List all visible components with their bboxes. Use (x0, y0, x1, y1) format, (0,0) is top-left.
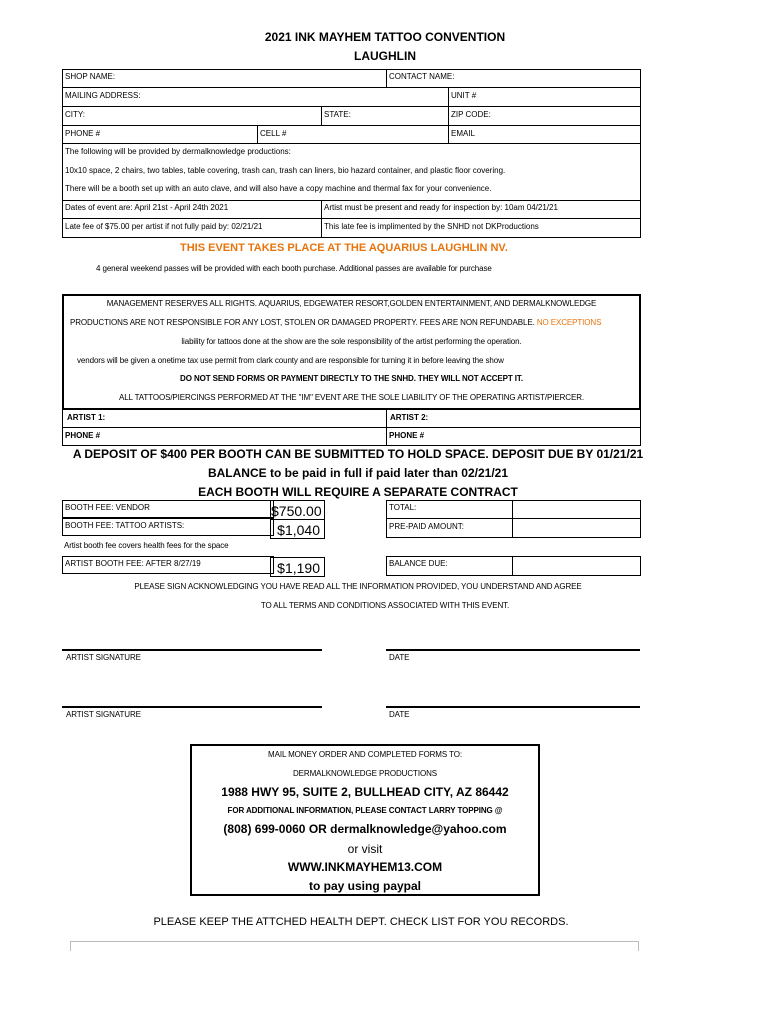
after-fee-label: ARTIST BOOTH FEE: AFTER 8/27/19 (65, 559, 201, 568)
vendor-fee-value: $750.00 (270, 500, 325, 520)
management-line-4: vendors will be given a onetime tax use permit from clark county and are responsible for turning it in before leaving the show (77, 356, 504, 365)
phone-field[interactable]: PHONE # (65, 129, 101, 138)
signature-line-2[interactable] (62, 706, 322, 708)
artist-signature-label-1: ARTIST SIGNATURE (66, 653, 141, 662)
date-line-2[interactable] (386, 706, 640, 708)
cell-field[interactable]: CELL # (260, 129, 287, 138)
location-notice: THIS EVENT TAKES PLACE AT THE AQUARIUS LAUGHLIN NV. (180, 242, 508, 254)
management-line-5: DO NOT SEND FORMS OR PAYMENT DIRECTLY TO THE SNHD. THEY WILL NOT ACCEPT IT. (180, 374, 523, 383)
total-label: TOTAL: (389, 503, 417, 512)
artist-signature-label-2: ARTIST SIGNATURE (66, 710, 141, 719)
event-dates-text: Dates of event are: April 21st - April 24th 2021 (65, 203, 229, 212)
passes-note: 4 general weekend passes will be provided with each booth purchase. Additional passes are available for purchase (96, 264, 492, 273)
shop-name-field[interactable]: SHOP NAME: (65, 72, 116, 81)
contact-name-field[interactable]: CONTACT NAME: (389, 72, 455, 81)
artist-1-phone-field[interactable]: PHONE # (65, 431, 101, 440)
vendor-fee-label: BOOTH FEE: VENDOR (65, 503, 150, 512)
artist-1-field[interactable]: ARTIST 1: (67, 413, 106, 422)
state-field[interactable]: STATE: (324, 110, 351, 119)
after-fee-value: $1,190 (270, 557, 325, 577)
provided-items-text: 10x10 space, 2 chairs, two tables, table covering, trash can, trash can liners, bio hazard container, and plastic floor covering. (65, 166, 506, 175)
provided-by-text: The following will be provided by dermalknowledge productions: (65, 147, 291, 156)
management-line-3: liability for tattoos done at the show are the sole responsibility of the artist performing the operation. (181, 337, 522, 346)
date-label-2: DATE (389, 710, 410, 719)
booth-setup-text: There will be a booth set up with an auto clave, and will also have a copy machine and thermal fax for your convenience. (65, 184, 492, 193)
zip-field[interactable]: ZIP CODE: (451, 110, 491, 119)
email-field[interactable]: EMAIL (451, 129, 476, 138)
management-line-1: MANAGEMENT RESERVES ALL RIGHTS. AQUARIUS, EDGEWATER RESORT,GOLDEN ENTERTAINMENT, AND DERMALKNOWLEDGE (106, 299, 597, 308)
management-line-6: ALL TATTOOS/PIERCINGS PERFORMED AT THE "IM" EVENT ARE THE SOLE LIABILITY OF THE OPERATING ARTIST/PIERCER. (118, 393, 585, 402)
late-fee-text: Late fee of $75.00 per artist if not fully paid by: 02/21/21 (65, 222, 263, 231)
prepaid-label: PRE-PAID AMOUNT: (389, 522, 464, 531)
artist-2-field[interactable]: ARTIST 2: (390, 413, 429, 422)
footer-note: PLEASE KEEP THE ATTCHED HEALTH DEPT. CHECK LIST FOR YOU RECORDS. (153, 916, 569, 928)
mail-or-visit: or visit (347, 842, 383, 856)
mail-line-2: DERMALKNOWLEDGE PRODUCTIONS (293, 769, 437, 778)
deposit-line-1: A DEPOSIT OF $400 PER BOOTH CAN BE SUBMITTED TO HOLD SPACE. DEPOSIT DUE BY 01/21/21 (72, 447, 644, 461)
mail-phone-email: (808) 699-0060 OR dermalknowledge@yahoo.com (223, 822, 507, 836)
page-title: 2021 INK MAYHEM TATTOO CONVENTION (264, 30, 506, 44)
late-fee-note-text: This late fee is implimented by the SNHD not DKProductions (324, 222, 539, 231)
footer-divider (70, 941, 638, 942)
inspection-text: Artist must be present and ready for inspection by: 10am 04/21/21 (324, 203, 558, 212)
management-line-2 (70, 318, 601, 327)
artist-2-phone-field[interactable]: PHONE # (389, 431, 425, 440)
mail-website[interactable]: WWW.INKMAYHEM13.COM (287, 860, 443, 874)
signature-line-1[interactable] (62, 649, 322, 651)
management-line-2-text: PRODUCTIONS ARE NOT RESPONSIBLE FOR ANY LOST, STOLEN OR DAMAGED PROPERTY. FEES ARE NON REFUNDABLE. (70, 318, 535, 327)
mail-paypal: to pay using paypal (308, 879, 422, 893)
date-line-1[interactable] (386, 649, 640, 651)
acknowledge-line-2: TO ALL TERMS AND CONDITIONS ASSOCIATED WITH THIS EVENT. (260, 601, 510, 610)
balance-label: BALANCE DUE: (389, 559, 448, 568)
mail-line-1: MAIL MONEY ORDER AND COMPLETED FORMS TO: (268, 750, 462, 759)
page-subtitle: LAUGHLIN (354, 49, 416, 63)
date-label-1: DATE (389, 653, 410, 662)
health-fee-note: Artist booth fee covers health fees for the space (64, 541, 229, 550)
mailing-address-field[interactable]: MAILING ADDRESS: (65, 91, 141, 100)
mail-info: FOR ADDITIONAL INFORMATION, PLEASE CONTACT LARRY TOPPING @ (227, 806, 503, 815)
city-field[interactable]: CITY: (65, 110, 86, 119)
acknowledge-line-1: PLEASE SIGN ACKNOWLEDGING YOU HAVE READ ALL THE INFORMATION PROVIDED, YOU UNDERSTAND AND AGREE (134, 582, 582, 591)
tattoo-fee-label: BOOTH FEE: TATTOO ARTISTS: (65, 521, 185, 530)
deposit-line-2: BALANCE to be paid in full if paid later than 02/21/21 (207, 466, 509, 480)
deposit-line-3: EACH BOOTH WILL REQUIRE A SEPARATE CONTRACT (198, 485, 518, 499)
mail-address: 1988 HWY 95, SUITE 2, BULLHEAD CITY, AZ 86442 (221, 785, 509, 799)
unit-field[interactable]: UNIT # (451, 91, 477, 100)
no-exceptions-text: NO EXCEPTIONS (536, 318, 602, 327)
tattoo-fee-value: $1,040 (270, 519, 325, 539)
